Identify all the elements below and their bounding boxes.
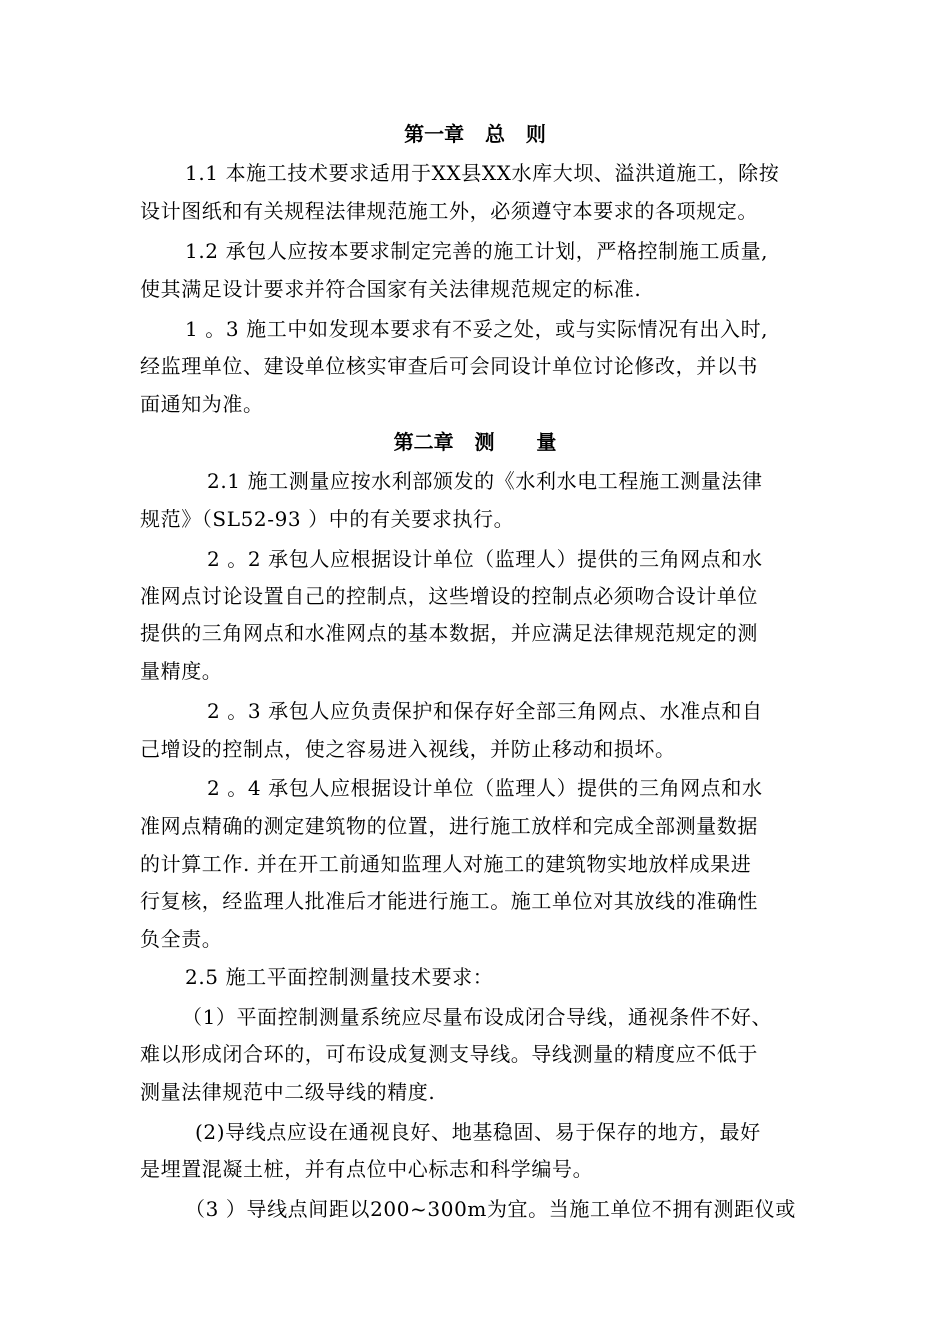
para-2-5-line-1: 2.5 施工平面控制测量技术要求：: [185, 965, 494, 989]
para-2-2-line-3: 提供的三角网点和水准网点的基本数据，并应满足法律规范规定的测: [140, 621, 758, 645]
para-2-4-line-4: 行复核，经监理人批准后才能进行施工。施工单位对其放线的准确性: [140, 889, 758, 913]
item-1-line-1: （1）平面控制测量系统应尽量布设成闭合导线，通视条件不好、: [182, 1005, 773, 1029]
item-2-line-1: (2)导线点应设在通视良好、地基稳固、易于保存的地方，最好: [195, 1120, 761, 1144]
para-2-2-line-4: 量精度。: [140, 659, 223, 683]
para-1-2-line-2: 使其满足设计要求并符合国家有关法律规范规定的标准.: [140, 277, 642, 301]
item-2-line-2: 是埋置混凝土桩，并有点位中心标志和科学编号。: [140, 1157, 594, 1181]
para-2-1-line-1: 2.1 施工测量应按水利部颁发的《水利水电工程施工测量法律: [207, 469, 763, 493]
para-2-2-line-1: 2 。2 承包人应根据设计单位（监理人）提供的三角网点和水: [207, 547, 763, 571]
para-1-3-line-2: 经监理单位、建设单位核实审查后可会同设计单位讨论修改，并以书: [140, 354, 758, 378]
para-2-4-line-1: 2 。4 承包人应根据设计单位（监理人）提供的三角网点和水: [207, 776, 763, 800]
chapter-1-title: 第一章 总 则: [404, 122, 546, 146]
para-2-3-line-1: 2 。3 承包人应负责保护和保存好全部三角网点、水准点和自: [207, 699, 763, 723]
para-1-3-line-1: 1 。3 施工中如发现本要求有不妥之处，或与实际情况有出入时,: [185, 317, 769, 341]
para-1-1-line-1: 1.1 本施工技术要求适用于XX县XX水库大坝、溢洪道施工，除按: [185, 161, 780, 185]
para-1-1-line-2: 设计图纸和有关规程法律规范施工外，必须遵守本要求的各项规定。: [140, 199, 758, 223]
para-2-4-line-3: 的计算工作. 并在开工前通知监理人对施工的建筑物实地放样成果进: [140, 852, 752, 876]
para-1-3-line-3: 面通知为准。: [140, 392, 264, 416]
item-1-line-3: 测量法律规范中二级导线的精度.: [140, 1080, 436, 1104]
chapter-2-title: 第二章 测 量: [393, 430, 557, 454]
item-3-line-1: （3 ）导线点间距以200~300m为宜。当施工单位不拥有测距仪或: [185, 1197, 796, 1221]
para-2-4-line-2: 准网点精确的测定建筑物的位置，进行施工放样和完成全部测量数据: [140, 814, 758, 838]
para-2-3-line-2: 己增设的控制点，使之容易进入视线，并防止移动和损坏。: [140, 737, 676, 761]
para-1-2-line-1: 1.2 承包人应按本要求制定完善的施工计划，严格控制施工质量,: [185, 239, 769, 263]
item-1-line-2: 难以形成闭合环的，可布设成复测支导线。导线测量的精度应不低于: [140, 1042, 758, 1066]
para-2-2-line-2: 准网点讨论设置自己的控制点，这些增设的控制点必须吻合设计单位: [140, 584, 758, 608]
para-2-1-line-2: 规范》（SL52-93 ）中的有关要求执行。: [140, 507, 515, 531]
para-2-4-line-5: 负全责。: [140, 927, 223, 951]
